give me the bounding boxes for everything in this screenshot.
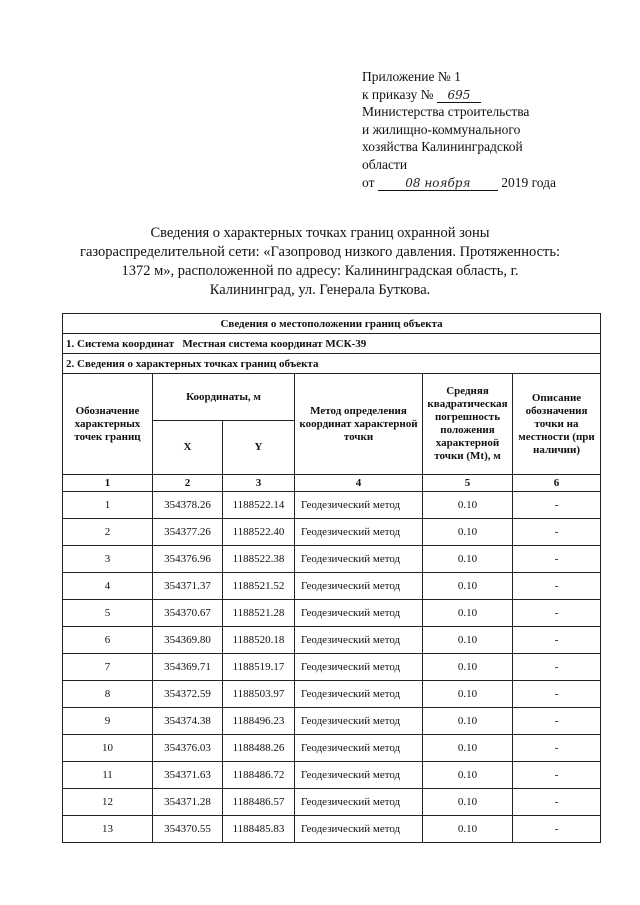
- accuracy-cell: 0.10: [423, 708, 513, 735]
- accuracy-cell: 0.10: [423, 600, 513, 627]
- method-cell: Геодезический метод: [295, 627, 423, 654]
- accuracy-cell: 0.10: [423, 492, 513, 519]
- column-number: 4: [295, 475, 423, 492]
- column-number: 2: [153, 475, 223, 492]
- description-cell: -: [513, 546, 601, 573]
- table-row: [63, 789, 601, 816]
- coord-x: 354371.37: [153, 573, 223, 600]
- coord-y: 1188521.28: [223, 600, 295, 627]
- accuracy-cell: 0.10: [423, 681, 513, 708]
- method-cell: Геодезический метод: [295, 573, 423, 600]
- coord-y: 1188522.40: [223, 519, 295, 546]
- ministry-line-4: области: [362, 156, 408, 172]
- method-cell: Геодезический метод: [295, 492, 423, 519]
- ministry-line-3: хозяйства Калининградской: [362, 139, 523, 155]
- accuracy-cell: 0.10: [423, 735, 513, 762]
- description-cell: -: [513, 816, 601, 843]
- description-cell: -: [513, 789, 601, 816]
- coord-x: 354374.38: [153, 708, 223, 735]
- date-handwritten: 08 ноября: [378, 176, 498, 191]
- column-number: 1: [63, 475, 153, 492]
- table-row: [63, 708, 601, 735]
- order-line: [362, 86, 602, 104]
- header-accuracy: Средняя квадратическая погрешность положения характерной точки (Mt), м: [423, 374, 513, 475]
- coord-y: 1188503.97: [223, 681, 295, 708]
- ministry-line-2: и жилищно-коммунального: [362, 121, 521, 137]
- accuracy-cell: 0.10: [423, 573, 513, 600]
- method-cell: Геодезический метод: [295, 708, 423, 735]
- description-cell: -: [513, 708, 601, 735]
- accuracy-cell: 0.10: [423, 627, 513, 654]
- method-cell: Геодезический метод: [295, 762, 423, 789]
- table-row: [63, 519, 601, 546]
- header-coordinates: Координаты, м: [153, 374, 295, 421]
- accuracy-cell: 0.10: [423, 816, 513, 843]
- point-number: 9: [63, 708, 153, 735]
- description-cell: -: [513, 573, 601, 600]
- method-cell: Геодезический метод: [295, 600, 423, 627]
- point-number: 11: [63, 762, 153, 789]
- method-cell: Геодезический метод: [295, 789, 423, 816]
- order-number-handwritten: 695: [437, 88, 481, 103]
- order-prefix: к приказу №: [362, 86, 434, 102]
- date-line: [362, 174, 602, 192]
- accuracy-cell: 0.10: [423, 789, 513, 816]
- coord-x: 354369.71: [153, 654, 223, 681]
- coord-x: 354376.03: [153, 735, 223, 762]
- accuracy-cell: 0.10: [423, 762, 513, 789]
- accuracy-cell: 0.10: [423, 519, 513, 546]
- coord-y: 1188486.57: [223, 789, 295, 816]
- coord-y: 1188488.26: [223, 735, 295, 762]
- header-y: Y: [223, 421, 295, 475]
- column-number: 5: [423, 475, 513, 492]
- coord-y: 1188522.38: [223, 546, 295, 573]
- table-row: [63, 546, 601, 573]
- coord-x: 354370.55: [153, 816, 223, 843]
- coord-x: 354376.96: [153, 546, 223, 573]
- header-designation: Обозначение характерных точек границ: [63, 374, 153, 475]
- coord-system-label: 1. Система координат: [66, 337, 175, 350]
- coord-x: 354377.26: [153, 519, 223, 546]
- table-row: [63, 627, 601, 654]
- appendix-number: Приложение № 1: [362, 69, 461, 84]
- column-number: 3: [223, 475, 295, 492]
- header-description: Описание обозначения точки на местности (при наличии): [513, 374, 601, 475]
- ministry-line-1: Министерства строительства: [362, 104, 530, 120]
- date-suffix: 2019 года: [501, 174, 557, 190]
- method-cell: Геодезический метод: [295, 654, 423, 681]
- header-method: Метод определения координат характерной точки: [295, 374, 423, 475]
- table-row: [63, 492, 601, 519]
- coord-y: 1188520.18: [223, 627, 295, 654]
- description-cell: -: [513, 762, 601, 789]
- point-number: 3: [63, 546, 153, 573]
- point-number: 7: [63, 654, 153, 681]
- coord-x: 354370.67: [153, 600, 223, 627]
- table-row: [63, 654, 601, 681]
- description-cell: -: [513, 492, 601, 519]
- point-number: 8: [63, 681, 153, 708]
- coord-x: 354378.26: [153, 492, 223, 519]
- description-cell: -: [513, 627, 601, 654]
- point-number: 6: [63, 627, 153, 654]
- accuracy-cell: 0.10: [423, 546, 513, 573]
- coord-system-value: Местная система координат МСК-39: [182, 337, 367, 350]
- boundary-points-table: [62, 313, 601, 843]
- document-title: Сведения о характерных точках границ охранной зоны газораспределительной сети: «Газопровод низкого давления. Протяженность: 1372 м», расположенной по адресу: Калининградская область, г. Калининград, ул. Генерала Буткова.: [80, 225, 560, 298]
- description-cell: -: [513, 519, 601, 546]
- table-row: [63, 762, 601, 789]
- table-row: [63, 681, 601, 708]
- accuracy-cell: 0.10: [423, 654, 513, 681]
- method-cell: Геодезический метод: [295, 519, 423, 546]
- column-numbers-row: [63, 475, 601, 492]
- coord-system-row: [63, 334, 601, 354]
- coord-y: 1188485.83: [223, 816, 295, 843]
- coord-y: 1188486.72: [223, 762, 295, 789]
- coord-x: 354369.80: [153, 627, 223, 654]
- coord-x: 354371.63: [153, 762, 223, 789]
- method-cell: Геодезический метод: [295, 735, 423, 762]
- table-row: [63, 816, 601, 843]
- point-number: 12: [63, 789, 153, 816]
- coord-x: 354371.28: [153, 789, 223, 816]
- points-section-title: 2. Сведения о характерных точках границ объекта: [63, 354, 601, 374]
- point-number: 1: [63, 492, 153, 519]
- coord-y: 1188521.52: [223, 573, 295, 600]
- coord-y: 1188519.17: [223, 654, 295, 681]
- description-cell: -: [513, 735, 601, 762]
- table-row: [63, 573, 601, 600]
- method-cell: Геодезический метод: [295, 546, 423, 573]
- point-number: 2: [63, 519, 153, 546]
- point-number: 5: [63, 600, 153, 627]
- coord-y: 1188496.23: [223, 708, 295, 735]
- coord-x: 354372.59: [153, 681, 223, 708]
- point-number: 13: [63, 816, 153, 843]
- description-cell: -: [513, 600, 601, 627]
- method-cell: Геодезический метод: [295, 681, 423, 708]
- header-x: X: [153, 421, 223, 475]
- point-number: 10: [63, 735, 153, 762]
- table-row: [63, 735, 601, 762]
- coord-y: 1188522.14: [223, 492, 295, 519]
- column-number: 6: [513, 475, 601, 492]
- date-prefix: от: [362, 174, 375, 190]
- appendix-block: [362, 68, 602, 191]
- description-cell: -: [513, 681, 601, 708]
- section-title: Сведения о местоположении границ объекта: [63, 314, 601, 334]
- point-number: 4: [63, 573, 153, 600]
- description-cell: -: [513, 654, 601, 681]
- table-row: [63, 600, 601, 627]
- method-cell: Геодезический метод: [295, 816, 423, 843]
